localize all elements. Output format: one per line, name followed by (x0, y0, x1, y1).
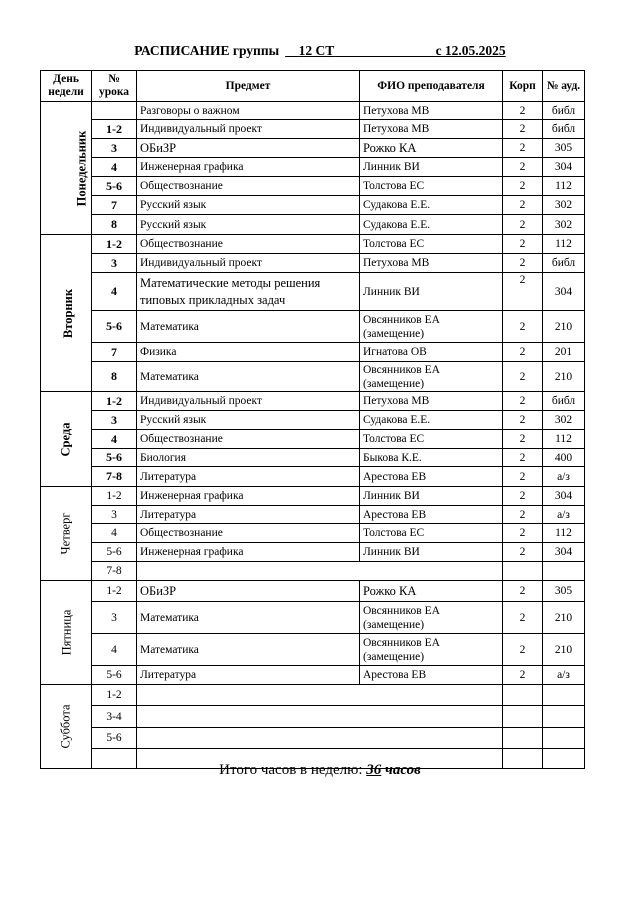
teacher-cell: Толстова ЕС (360, 430, 503, 449)
subject-cell: Разговоры о важном (137, 102, 360, 120)
teacher-cell: Петухова МВ (360, 392, 503, 411)
room-cell: 304 (543, 487, 585, 506)
table-row (41, 343, 585, 362)
total-hours: 36 (366, 762, 382, 778)
room-cell: 112 (543, 430, 585, 449)
building-cell: 2 (503, 273, 543, 311)
lesson-number: 4 (92, 158, 137, 177)
lesson-number: 7 (92, 343, 137, 362)
day-label: Пятница (59, 609, 74, 656)
table-row (41, 196, 585, 215)
room-cell: 302 (543, 196, 585, 215)
building-cell: 2 (503, 311, 543, 343)
day-label: Вторник (61, 288, 76, 338)
lesson-number: 5-6 (92, 311, 137, 343)
col-header-teacher: ФИО преподавателя (360, 71, 503, 102)
table-row (41, 102, 585, 120)
col-header-lesson: № урока (92, 71, 137, 102)
room-cell: библ (543, 392, 585, 411)
table-row (41, 235, 585, 254)
room-cell (543, 706, 585, 728)
teacher-cell: Игнатова ОВ (360, 343, 503, 362)
table-row (41, 543, 585, 562)
subject-cell: Инженерная графика (137, 487, 360, 506)
teacher-cell (360, 634, 503, 666)
teacher-line: Овсянников ЕА (363, 604, 440, 617)
subject-cell: Инженерная графика (137, 158, 360, 177)
lesson-number: 3-4 (92, 706, 137, 728)
day-cell-friday (41, 581, 92, 685)
table-row (41, 120, 585, 139)
building-cell: 2 (503, 102, 543, 120)
empty-subject-teacher (137, 685, 503, 706)
subject-cell: Русский язык (137, 196, 360, 215)
col-header-room: № ауд. (543, 71, 585, 102)
lesson-number: 4 (92, 634, 137, 666)
subject-line: Математические методы решения (140, 275, 321, 290)
building-cell (503, 685, 543, 706)
room-cell: библ (543, 254, 585, 273)
lesson-number: 7 (92, 196, 137, 215)
building-cell: 2 (503, 235, 543, 254)
group-name: 12 СТ (298, 43, 335, 58)
day-label: Среда (58, 422, 73, 456)
table-row (41, 634, 585, 666)
building-cell (503, 706, 543, 728)
teacher-cell: Арестова ЕВ (360, 666, 503, 685)
room-cell (543, 562, 585, 581)
total-unit: часов (385, 762, 421, 778)
building-cell: 2 (503, 215, 543, 235)
day-cell-monday (41, 102, 92, 235)
col-header-subject: Предмет (137, 71, 360, 102)
schedule-date: с 12.05.2025 (435, 43, 506, 58)
teacher-cell: Линник ВИ (360, 543, 503, 562)
building-cell: 2 (503, 430, 543, 449)
lesson-number: 1-2 (92, 392, 137, 411)
room-cell: 304 (543, 273, 585, 311)
day-label: Суббота (58, 704, 73, 749)
building-cell: 2 (503, 392, 543, 411)
teacher-cell (360, 602, 503, 634)
empty-subject-teacher (137, 706, 503, 728)
building-cell (503, 562, 543, 581)
teacher-cell: Арестова ЕВ (360, 467, 503, 487)
lesson-number: 7-8 (92, 467, 137, 487)
lesson-number: 8 (92, 362, 137, 392)
day-cell-tuesday (41, 235, 92, 392)
table-row (41, 430, 585, 449)
table-row (41, 728, 585, 749)
room-cell: 201 (543, 343, 585, 362)
lesson-number: 5-6 (92, 449, 137, 467)
lesson-number: 7-8 (92, 562, 137, 581)
table-row (41, 273, 585, 311)
subject-cell: Обществознание (137, 235, 360, 254)
empty-subject-teacher (137, 728, 503, 749)
room-cell: 400 (543, 449, 585, 467)
day-label: Четверг (58, 512, 73, 555)
room-cell: 210 (543, 634, 585, 666)
table-row (41, 254, 585, 273)
lesson-number: 1-2 (92, 120, 137, 139)
lesson-number: 3 (92, 139, 137, 158)
subject-cell: Литература (137, 506, 360, 524)
title-prefix: РАСПИСАНИЕ группы (134, 43, 280, 58)
table-row (41, 392, 585, 411)
lesson-number: 1-2 (92, 581, 137, 602)
building-cell: 2 (503, 467, 543, 487)
subject-line: типовых прикладных задач (140, 292, 286, 307)
table-row (41, 581, 585, 602)
subject-cell: Индивидуальный проект (137, 254, 360, 273)
lesson-number: 5-6 (92, 728, 137, 749)
building-cell: 2 (503, 139, 543, 158)
teacher-cell: Судакова Е.Е. (360, 411, 503, 430)
room-cell: 210 (543, 311, 585, 343)
table-row (41, 177, 585, 196)
room-cell: 210 (543, 362, 585, 392)
table-row (41, 562, 585, 581)
table-row (41, 449, 585, 467)
table-row (41, 666, 585, 685)
subject-cell: Обществознание (137, 430, 360, 449)
building-cell: 2 (503, 254, 543, 273)
lesson-number: 1-2 (92, 487, 137, 506)
teacher-line: Овсянников ЕА (363, 313, 440, 326)
building-cell: 2 (503, 362, 543, 392)
room-cell: 210 (543, 602, 585, 634)
table-row (41, 685, 585, 706)
teacher-note: (замещение) (363, 327, 425, 340)
teacher-note: (замещение) (363, 650, 425, 663)
subject-cell: ОБиЗР (137, 581, 360, 602)
building-cell (503, 728, 543, 749)
schedule-title (0, 43, 640, 59)
lesson-number: 1-2 (92, 235, 137, 254)
table-row (41, 311, 585, 343)
room-cell: библ (543, 120, 585, 139)
day-cell-saturday (41, 685, 92, 769)
teacher-cell: Толстова ЕС (360, 177, 503, 196)
subject-cell: Обществознание (137, 524, 360, 543)
teacher-cell (360, 311, 503, 343)
weekly-total (0, 762, 640, 779)
subject-cell: Русский язык (137, 215, 360, 235)
teacher-line: Овсянников ЕА (363, 363, 440, 376)
lesson-number: 4 (92, 524, 137, 543)
building-cell: 2 (503, 120, 543, 139)
room-cell (543, 685, 585, 706)
teacher-cell: Толстова ЕС (360, 524, 503, 543)
lesson-number: 8 (92, 215, 137, 235)
room-cell: 302 (543, 215, 585, 235)
table-row (41, 602, 585, 634)
room-cell: 305 (543, 139, 585, 158)
subject-cell (137, 273, 360, 311)
day-label: Понедельник (74, 130, 89, 206)
teacher-cell: Петухова МВ (360, 254, 503, 273)
teacher-cell: Быкова К.Е. (360, 449, 503, 467)
teacher-cell: Судакова Е.Е. (360, 215, 503, 235)
lesson-number: 4 (92, 273, 137, 311)
table-row (41, 524, 585, 543)
room-cell: 112 (543, 524, 585, 543)
building-cell: 2 (503, 634, 543, 666)
lesson-number (92, 102, 137, 120)
subject-cell: Русский язык (137, 411, 360, 430)
teacher-cell: Рожко КА (360, 139, 503, 158)
subject-cell: ОБиЗР (137, 139, 360, 158)
teacher-cell: Арестова ЕВ (360, 506, 503, 524)
lesson-number: 5-6 (92, 666, 137, 685)
building-cell: 2 (503, 666, 543, 685)
teacher-cell: Судакова Е.Е. (360, 196, 503, 215)
col-header-day: День недели (41, 71, 92, 102)
building-cell: 2 (503, 487, 543, 506)
building-cell: 2 (503, 158, 543, 177)
table-row (41, 706, 585, 728)
subject-cell: Математика (137, 362, 360, 392)
subject-cell: Литература (137, 467, 360, 487)
lesson-number: 4 (92, 430, 137, 449)
room-cell: 304 (543, 158, 585, 177)
building-cell: 2 (503, 177, 543, 196)
building-cell: 2 (503, 543, 543, 562)
room-cell (543, 728, 585, 749)
teacher-cell: Толстова ЕС (360, 235, 503, 254)
table-row (41, 506, 585, 524)
teacher-cell: Линник ВИ (360, 273, 503, 311)
table-row (41, 467, 585, 487)
building-cell: 2 (503, 449, 543, 467)
teacher-note: (замещение) (363, 618, 425, 631)
room-cell: 305 (543, 581, 585, 602)
lesson-number: 5-6 (92, 543, 137, 562)
day-cell-thursday (41, 487, 92, 581)
subject-cell: Инженерная графика (137, 543, 360, 562)
lesson-number: 3 (92, 254, 137, 273)
lesson-number: 3 (92, 602, 137, 634)
subject-cell: Обществознание (137, 177, 360, 196)
schedule-table (40, 70, 585, 769)
teacher-cell: Петухова МВ (360, 102, 503, 120)
room-cell: а/з (543, 666, 585, 685)
subject-cell: Индивидуальный проект (137, 120, 360, 139)
table-row (41, 411, 585, 430)
teacher-cell: Линник ВИ (360, 487, 503, 506)
header-row (41, 71, 585, 102)
subject-cell: Индивидуальный проект (137, 392, 360, 411)
table-row (41, 362, 585, 392)
subject-cell: Математика (137, 311, 360, 343)
room-cell: библ (543, 102, 585, 120)
col-header-building: Корп (503, 71, 543, 102)
building-cell: 2 (503, 602, 543, 634)
subject-cell: Математика (137, 602, 360, 634)
room-cell: а/з (543, 506, 585, 524)
subject-cell: Физика (137, 343, 360, 362)
subject-cell: Математика (137, 634, 360, 666)
empty-subject-teacher (137, 562, 503, 581)
teacher-line: Овсянников ЕА (363, 636, 440, 649)
room-cell: 302 (543, 411, 585, 430)
room-cell: 112 (543, 235, 585, 254)
teacher-cell (360, 362, 503, 392)
lesson-number: 3 (92, 506, 137, 524)
day-cell-wednesday (41, 392, 92, 487)
subject-cell: Биология (137, 449, 360, 467)
building-cell: 2 (503, 524, 543, 543)
table-row (41, 158, 585, 177)
lesson-number: 5-6 (92, 177, 137, 196)
total-label: Итого часов в неделю: (219, 762, 363, 778)
teacher-cell: Линник ВИ (360, 158, 503, 177)
building-cell: 2 (503, 506, 543, 524)
lesson-number: 1-2 (92, 685, 137, 706)
subject-cell: Литература (137, 666, 360, 685)
teacher-cell: Рожко КА (360, 581, 503, 602)
table-row (41, 215, 585, 235)
teacher-cell: Петухова МВ (360, 120, 503, 139)
table-row (41, 139, 585, 158)
building-cell: 2 (503, 581, 543, 602)
teacher-note: (замещение) (363, 377, 425, 390)
room-cell: 304 (543, 543, 585, 562)
building-cell: 2 (503, 411, 543, 430)
building-cell: 2 (503, 196, 543, 215)
room-cell: 112 (543, 177, 585, 196)
lesson-number: 3 (92, 411, 137, 430)
table-row (41, 487, 585, 506)
building-cell: 2 (503, 343, 543, 362)
room-cell: а/з (543, 467, 585, 487)
